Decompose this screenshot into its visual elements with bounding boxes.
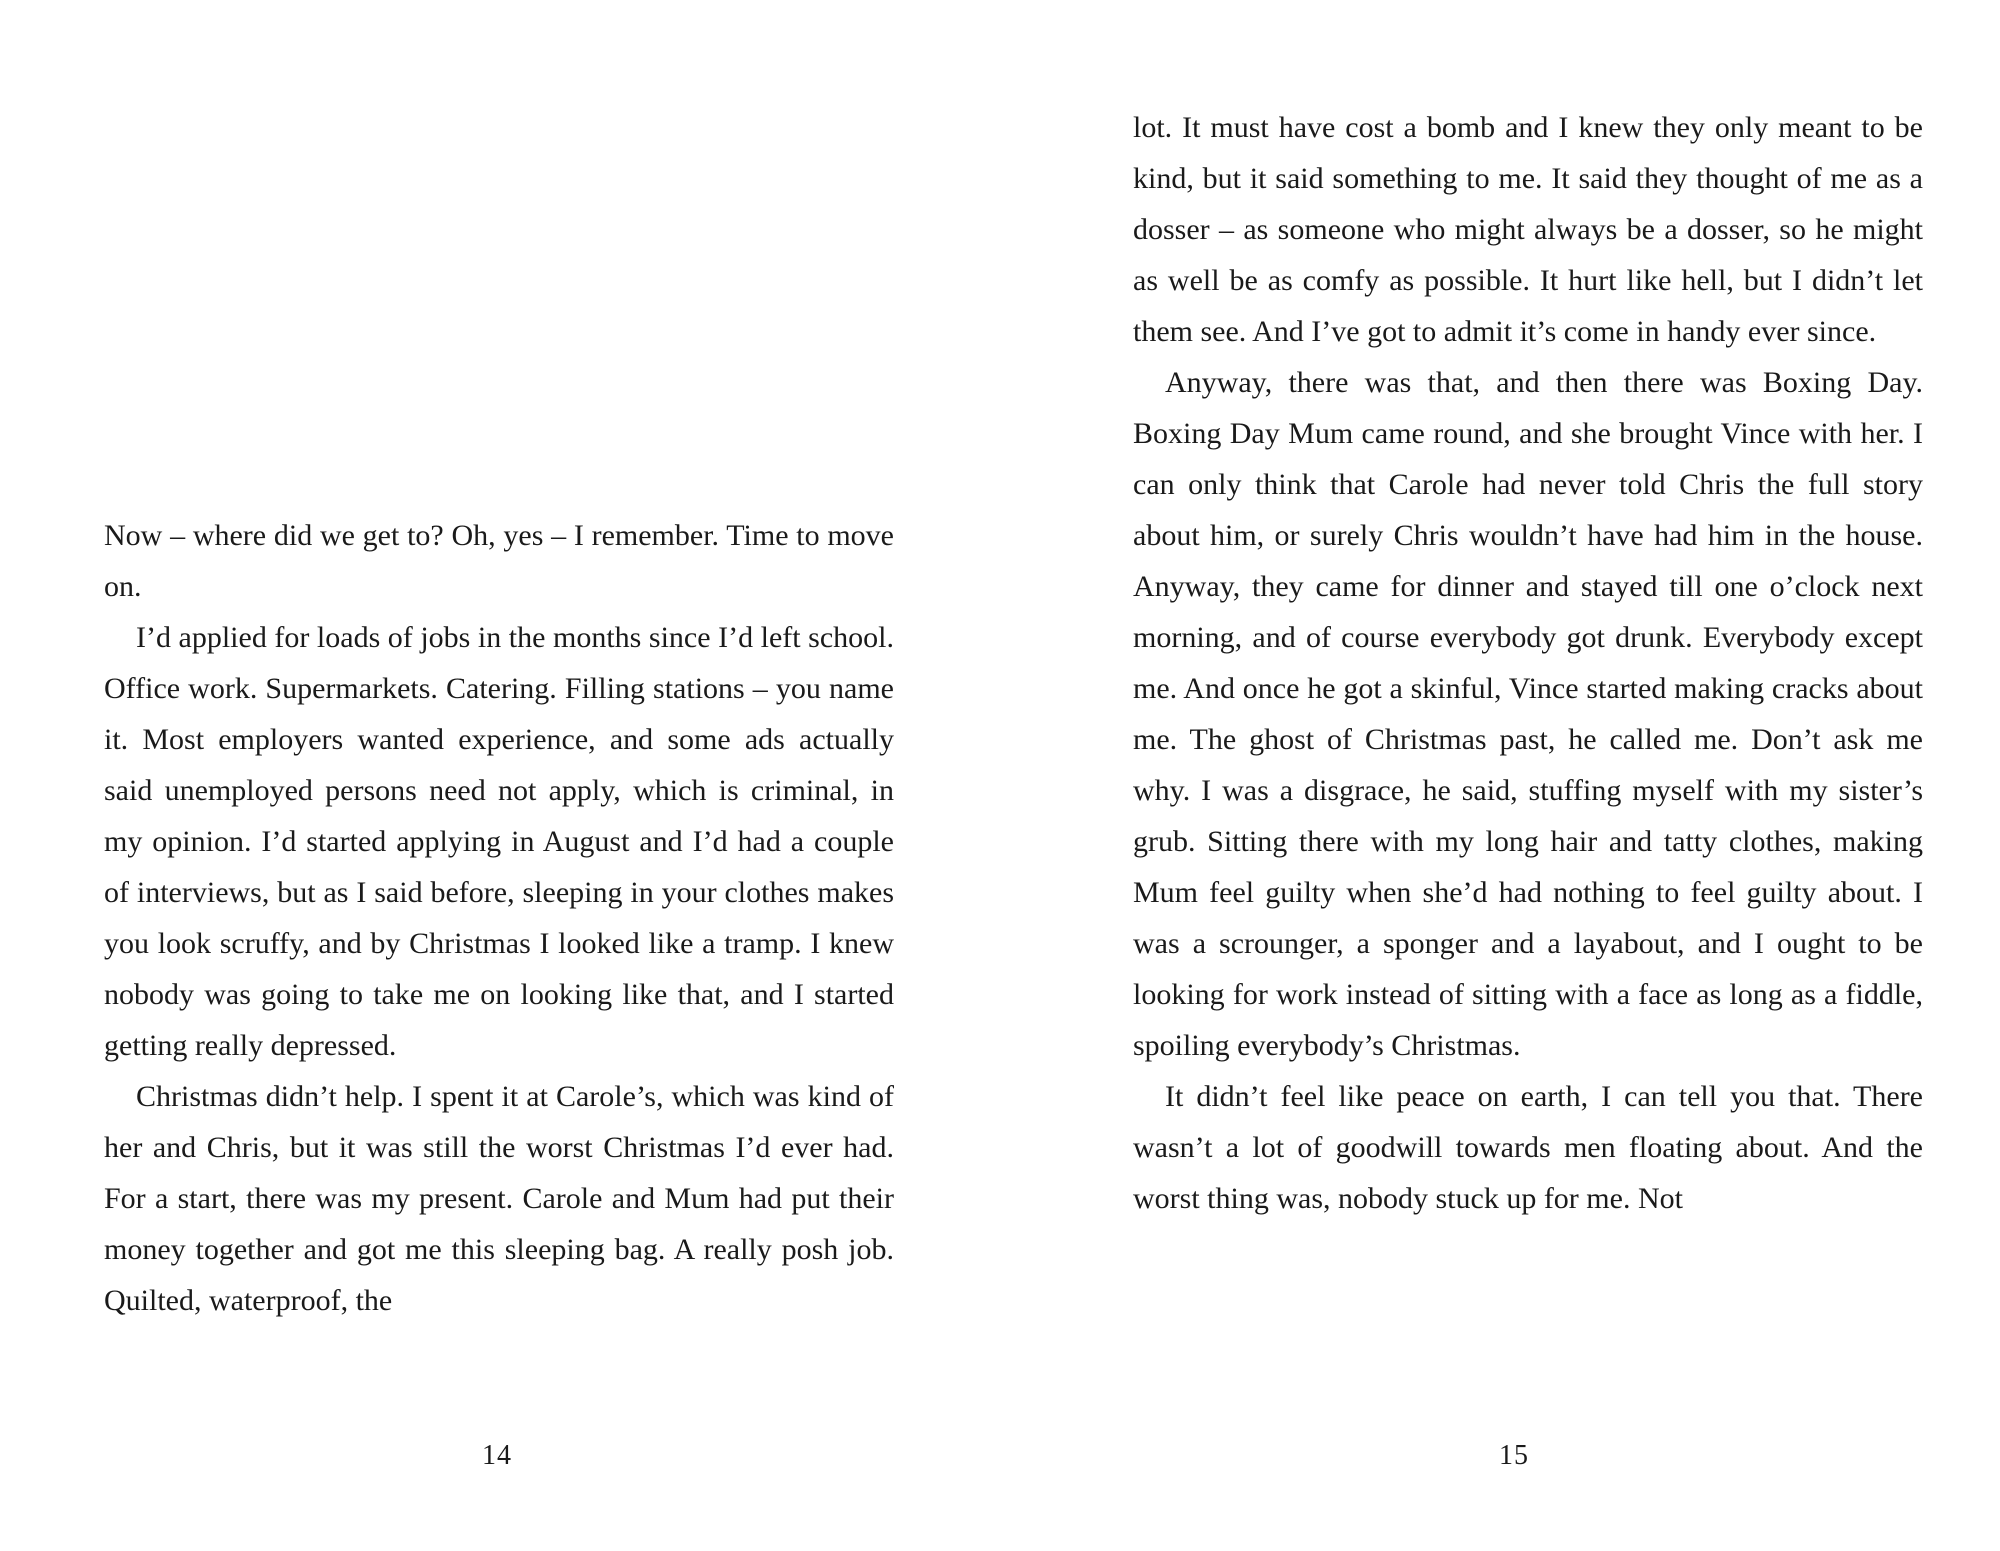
left-page-body [104,510,894,1326]
right-paragraph-2: Anyway, there was that, and then there was Boxing Day. Boxing Day Mum came round, and she brought Vince with her. I can only think that Carole had never told Chris the full story about him, or surely Chris wouldn’t have had him in the house. Anyway, they came for dinner and stayed till one o’clock next morning, and of course everybody got drunk. Everybody except me. And once he got a skinful, Vince started making cracks about me. The ghost of Christmas past, he called me. Don’t ask me why. I was a disgrace, he said, stuffing myself with my sister’s grub. Sitting there with my long hair and tatty clothes, making Mum feel guilty when she’d had nothing to feel guilty about. I was a scrounger, a sponger and a layabout, and I ought to be looking for work instead of sitting with a face as long as a fiddle, spoiling everybody’s Christmas. [1133,366,1923,1062]
left-paragraph-1: Now – where did we get to? Oh, yes – I remember. Time to move on. [104,519,894,603]
left-paragraph-2: I’d applied for loads of jobs in the months since I’d left school. Office work. Supermarkets. Catering. Filling stations – you name it. Most employers wanted experience, and some ads actually said unemployed persons need not apply, which is criminal, in my opinion. I’d started applying in August and I’d had a couple of interviews, but as I said before, sleeping in your clothes makes you look scruffy, and by Christmas I looked like a tramp. I knew nobody was going to take me on looking like that, and I started getting really depressed. [104,621,894,1062]
right-paragraph-1: lot. It must have cost a bomb and I knew they only meant to be kind, but it said something to me. It said they thought of me as a dosser – as someone who might always be a dosser, so he might as well be as comfy as possible. It hurt like hell, but I didn’t let them see. And I’ve got to admit it’s come in handy ever since. [1133,111,1923,348]
right-page [1000,0,2000,1551]
left-page-number: 14 [482,1440,512,1471]
left-paragraph-3: Christmas didn’t help. I spent it at Carole’s, which was kind of her and Chris, but it was still the worst Christmas I’d ever had. For a start, there was my present. Carole and Mum had put their money together and got me this sleeping bag. A really posh job. Quilted, waterproof, the [104,1080,894,1317]
right-paragraph-3: It didn’t feel like peace on earth, I can tell you that. There wasn’t a lot of goodwill towards men floating about. And the worst thing was, nobody stuck up for me. Not [1133,1080,1923,1215]
right-page-number: 15 [1499,1440,1529,1471]
right-page-body [1133,102,1923,1224]
